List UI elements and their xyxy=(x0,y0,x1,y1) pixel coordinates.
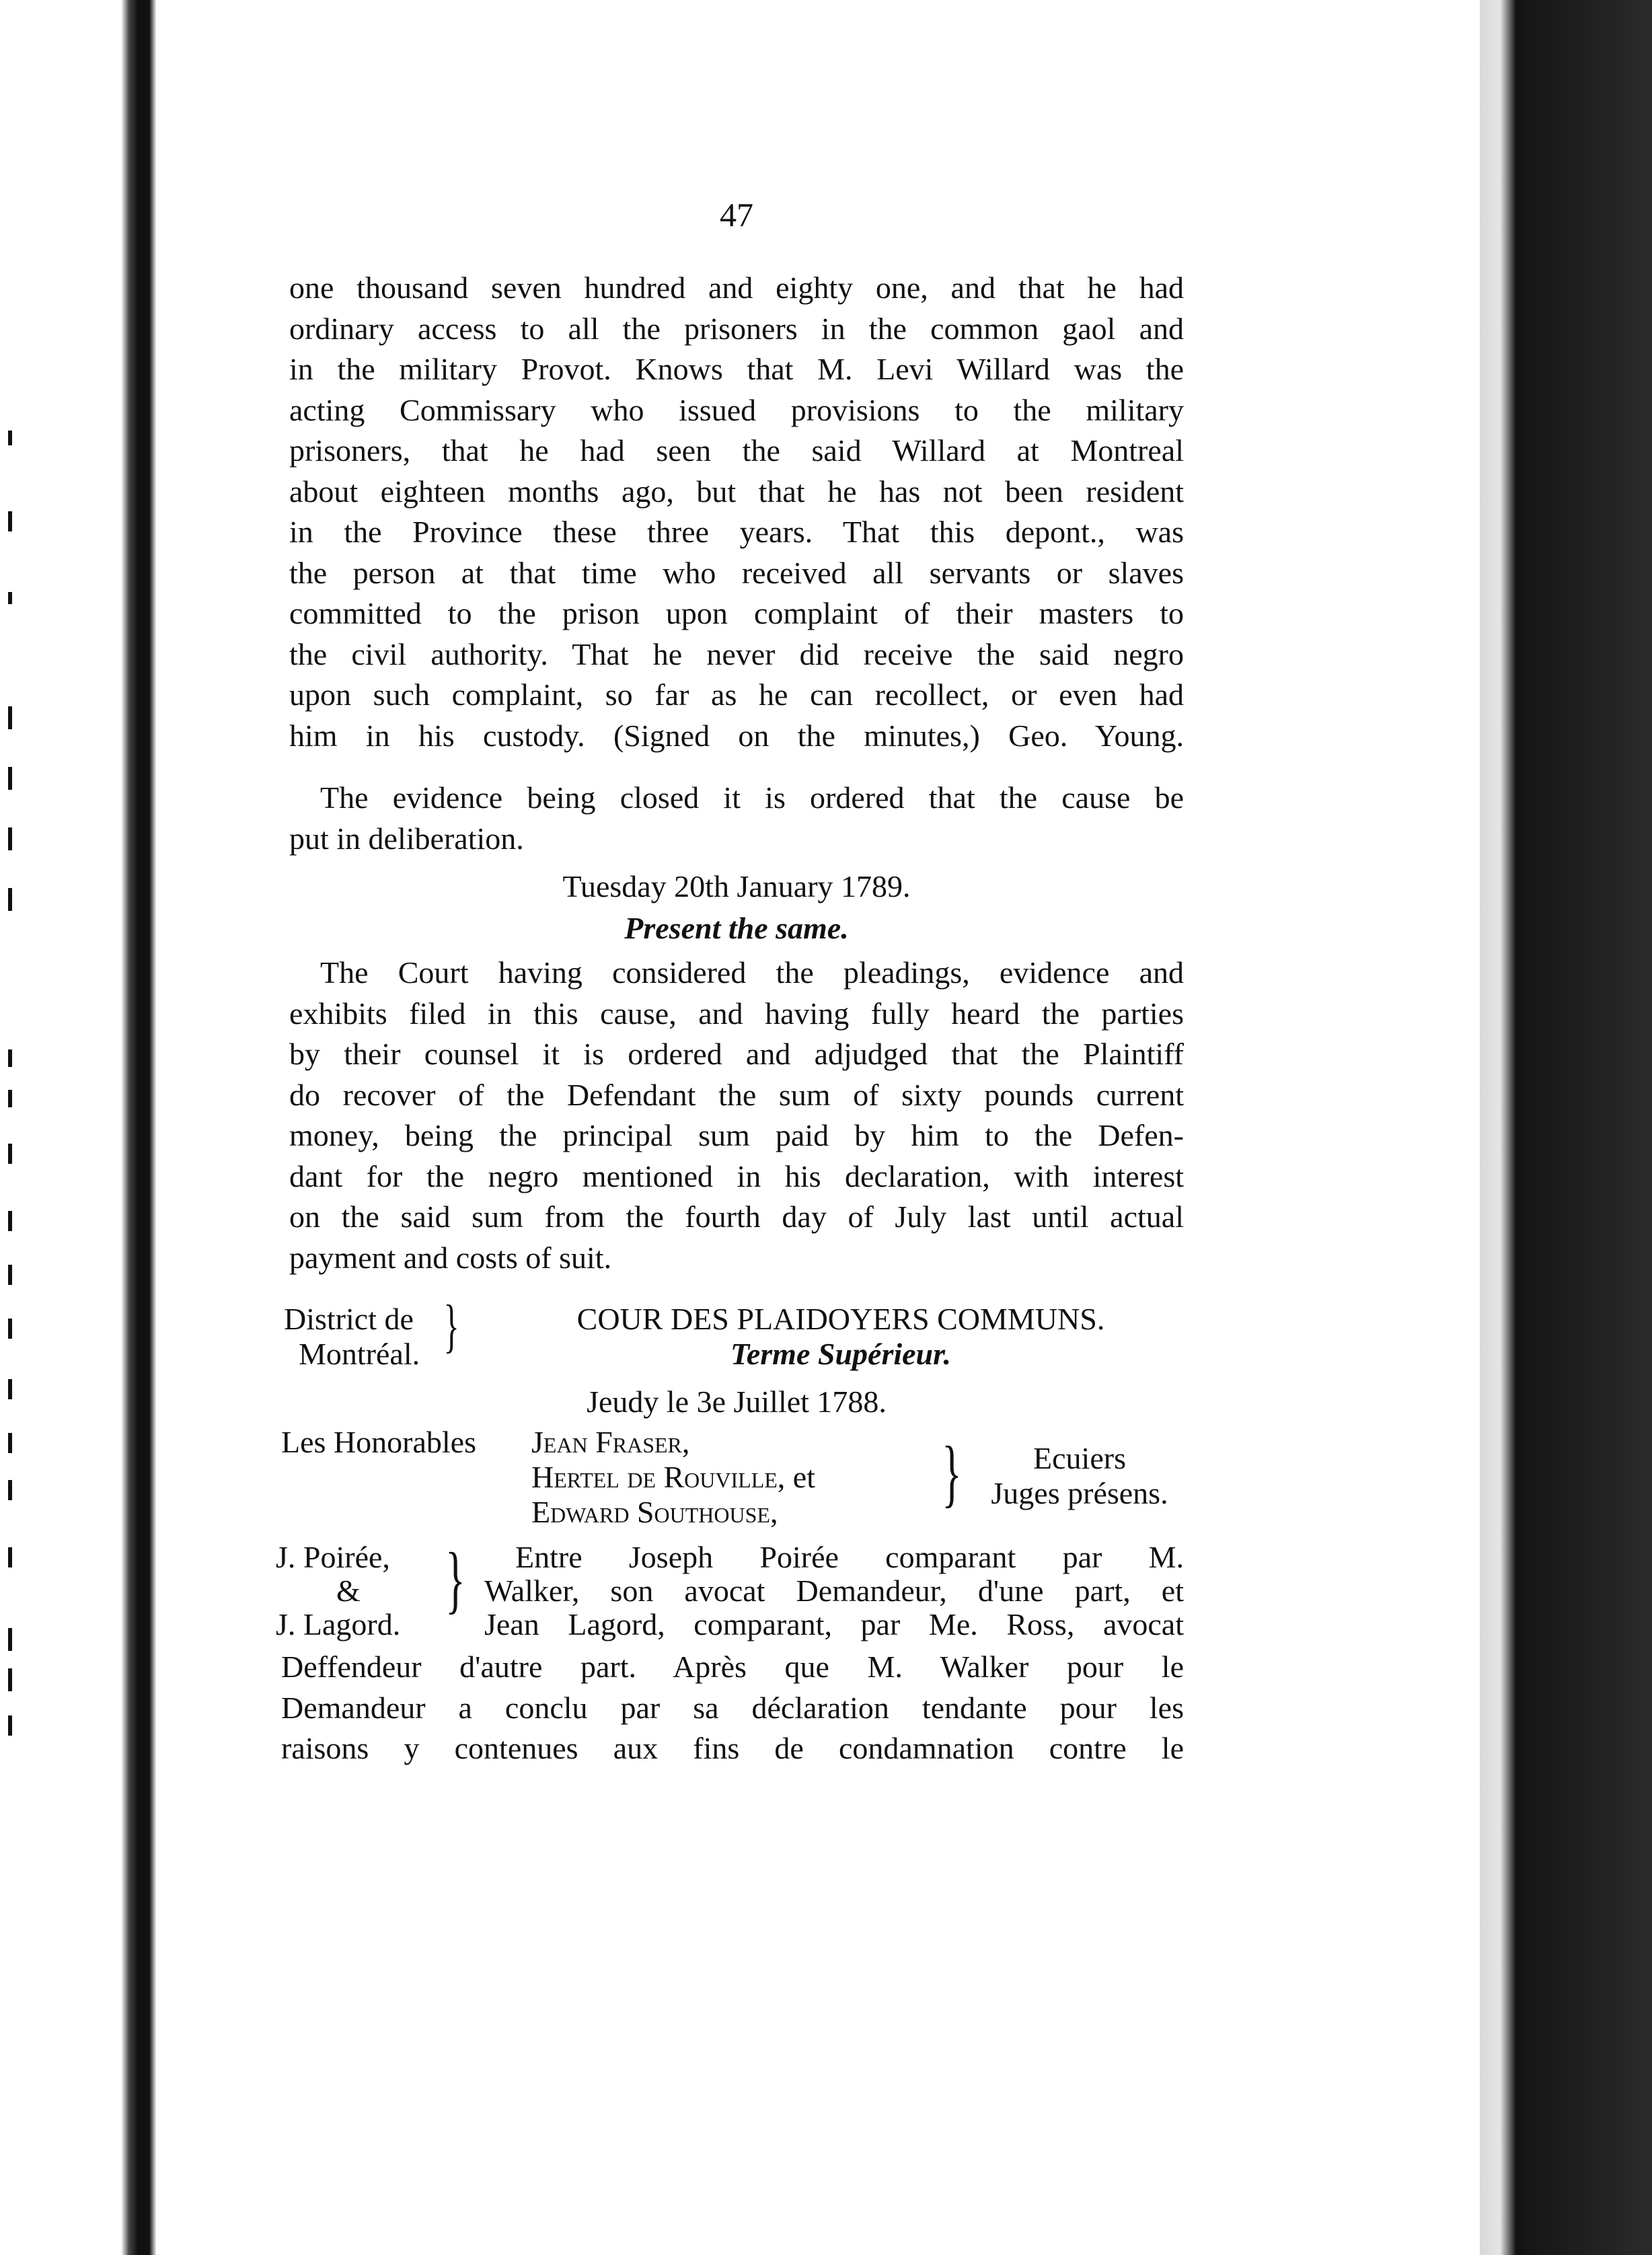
text-line: committed to the prison upon complaint of their masters to xyxy=(289,596,1184,630)
court-date xyxy=(289,1384,1184,1419)
paragraph-evidence-closed xyxy=(289,778,1184,859)
brace-glyph: } xyxy=(445,1538,465,1621)
brace-glyph: } xyxy=(443,1294,459,1359)
text-line: about eighteen months ago, but that he has not been resident xyxy=(289,474,1184,509)
text-line: acting Commissary who issued provisions to the military xyxy=(289,392,1184,427)
text-line: by their counsel it is ordered and adjudged that the Plaintiff xyxy=(289,1037,1184,1071)
text-line: Entre Joseph Poirée comparant par M. xyxy=(515,1540,1184,1574)
party-name: J. Poirée, xyxy=(276,1540,390,1574)
text-line: in the military Provot. Knows that M. Levi Willard was the xyxy=(289,352,1184,386)
text-line: Jean Lagord, comparant, par Me. Ross, avocat xyxy=(484,1607,1184,1641)
district-brace xyxy=(437,1294,465,1359)
court-date-text: Jeudy le 3e Juillet 1788. xyxy=(587,1384,887,1419)
text-line: put in deliberation. xyxy=(289,821,524,856)
judges-brace xyxy=(934,1432,970,1515)
text-line: on the said sum from the fourth day of July last until actual xyxy=(289,1199,1184,1234)
case-entry xyxy=(484,1541,1184,1641)
text-line: him in his custody. (Signed on the minutes,) Geo. Young. xyxy=(289,718,1184,753)
judge-name: Jean Fraser, xyxy=(531,1425,690,1459)
text-line: money, being the principal sum paid by him to the Defen- xyxy=(289,1118,1184,1152)
court-term: Terme Supérieur. xyxy=(730,1337,952,1371)
text-line: Walker, son avocat Demandeur, d'une part, et xyxy=(484,1574,1184,1608)
court-title-block xyxy=(498,1302,1184,1372)
district-label xyxy=(284,1302,459,1372)
district-line: Montréal. xyxy=(299,1337,420,1371)
text-line: exhibits filed in this cause, and having fully heard the parties xyxy=(289,996,1184,1031)
text-line: The evidence being closed it is ordered that the cause be xyxy=(320,780,1184,815)
text-line: the person at that time who received all servants or slaves xyxy=(289,555,1184,590)
text-line: payment and costs of suit. xyxy=(289,1240,612,1275)
text-line: Demandeur a conclu par sa déclaration tendante pour les xyxy=(281,1690,1184,1725)
text-line: in the Province these three years. That this depont., was xyxy=(289,515,1184,549)
judges-title-line: Ecuiers xyxy=(1033,1441,1126,1475)
right-page-edge xyxy=(1480,0,1652,2255)
text-line: prisoners, that he had seen the said Willard at Montreal xyxy=(289,433,1184,468)
text-line: ordinary access to all the prisoners in the common gaol and xyxy=(289,311,1184,346)
text-line: Deffendeur d'autre part. Après que M. Walker pour le xyxy=(281,1650,1184,1684)
text-line: one thousand seven hundred and eighty one, and that he had xyxy=(289,270,1184,305)
left-binding-edge xyxy=(0,0,156,2255)
date-heading-text: Tuesday 20th January 1789. xyxy=(562,869,911,903)
judges-title xyxy=(969,1441,1191,1511)
party-name: J. Lagord. xyxy=(276,1607,401,1641)
honorables-label xyxy=(281,1425,476,1460)
case-tail xyxy=(281,1647,1184,1769)
judge-name: Edward Southouse, xyxy=(531,1495,778,1529)
paragraph-deposition xyxy=(289,268,1184,756)
parties-brace xyxy=(437,1538,474,1621)
case-parties xyxy=(276,1541,444,1641)
text-line: raisons y contenues aux fins de condamnation contre le xyxy=(281,1731,1184,1765)
judge-line xyxy=(531,1460,935,1495)
page-number: 47 xyxy=(720,196,753,233)
district-line: District de xyxy=(284,1302,414,1336)
present-line xyxy=(289,908,1184,949)
paragraph-judgment xyxy=(289,953,1184,1278)
judge-suffix: et xyxy=(792,1460,815,1494)
text-line: the civil authority. That he never did receive the said negro xyxy=(289,636,1184,671)
brace-glyph: } xyxy=(942,1432,962,1515)
party-ampersand: & xyxy=(336,1574,361,1608)
date-heading xyxy=(289,866,1184,908)
honorables-text: Les Honorables xyxy=(281,1425,476,1459)
text-line: upon such complaint, so far as he can recollect, or even had xyxy=(289,677,1184,712)
judge-name: Hertel de Rouville, xyxy=(531,1460,786,1494)
present-text: Present the same. xyxy=(624,911,849,945)
judges-list xyxy=(531,1425,935,1530)
court-title: COUR DES PLAIDOYERS COMMUNS. xyxy=(576,1302,1105,1336)
text-line: The Court having considered the pleadings, evidence and xyxy=(320,955,1184,990)
text-line: dant for the negro mentioned in his declaration, with interest xyxy=(289,1158,1184,1193)
judges-title-line: Juges présens. xyxy=(991,1476,1168,1510)
text-line: do recover of the Defendant the sum of sixty pounds current xyxy=(289,1077,1184,1112)
